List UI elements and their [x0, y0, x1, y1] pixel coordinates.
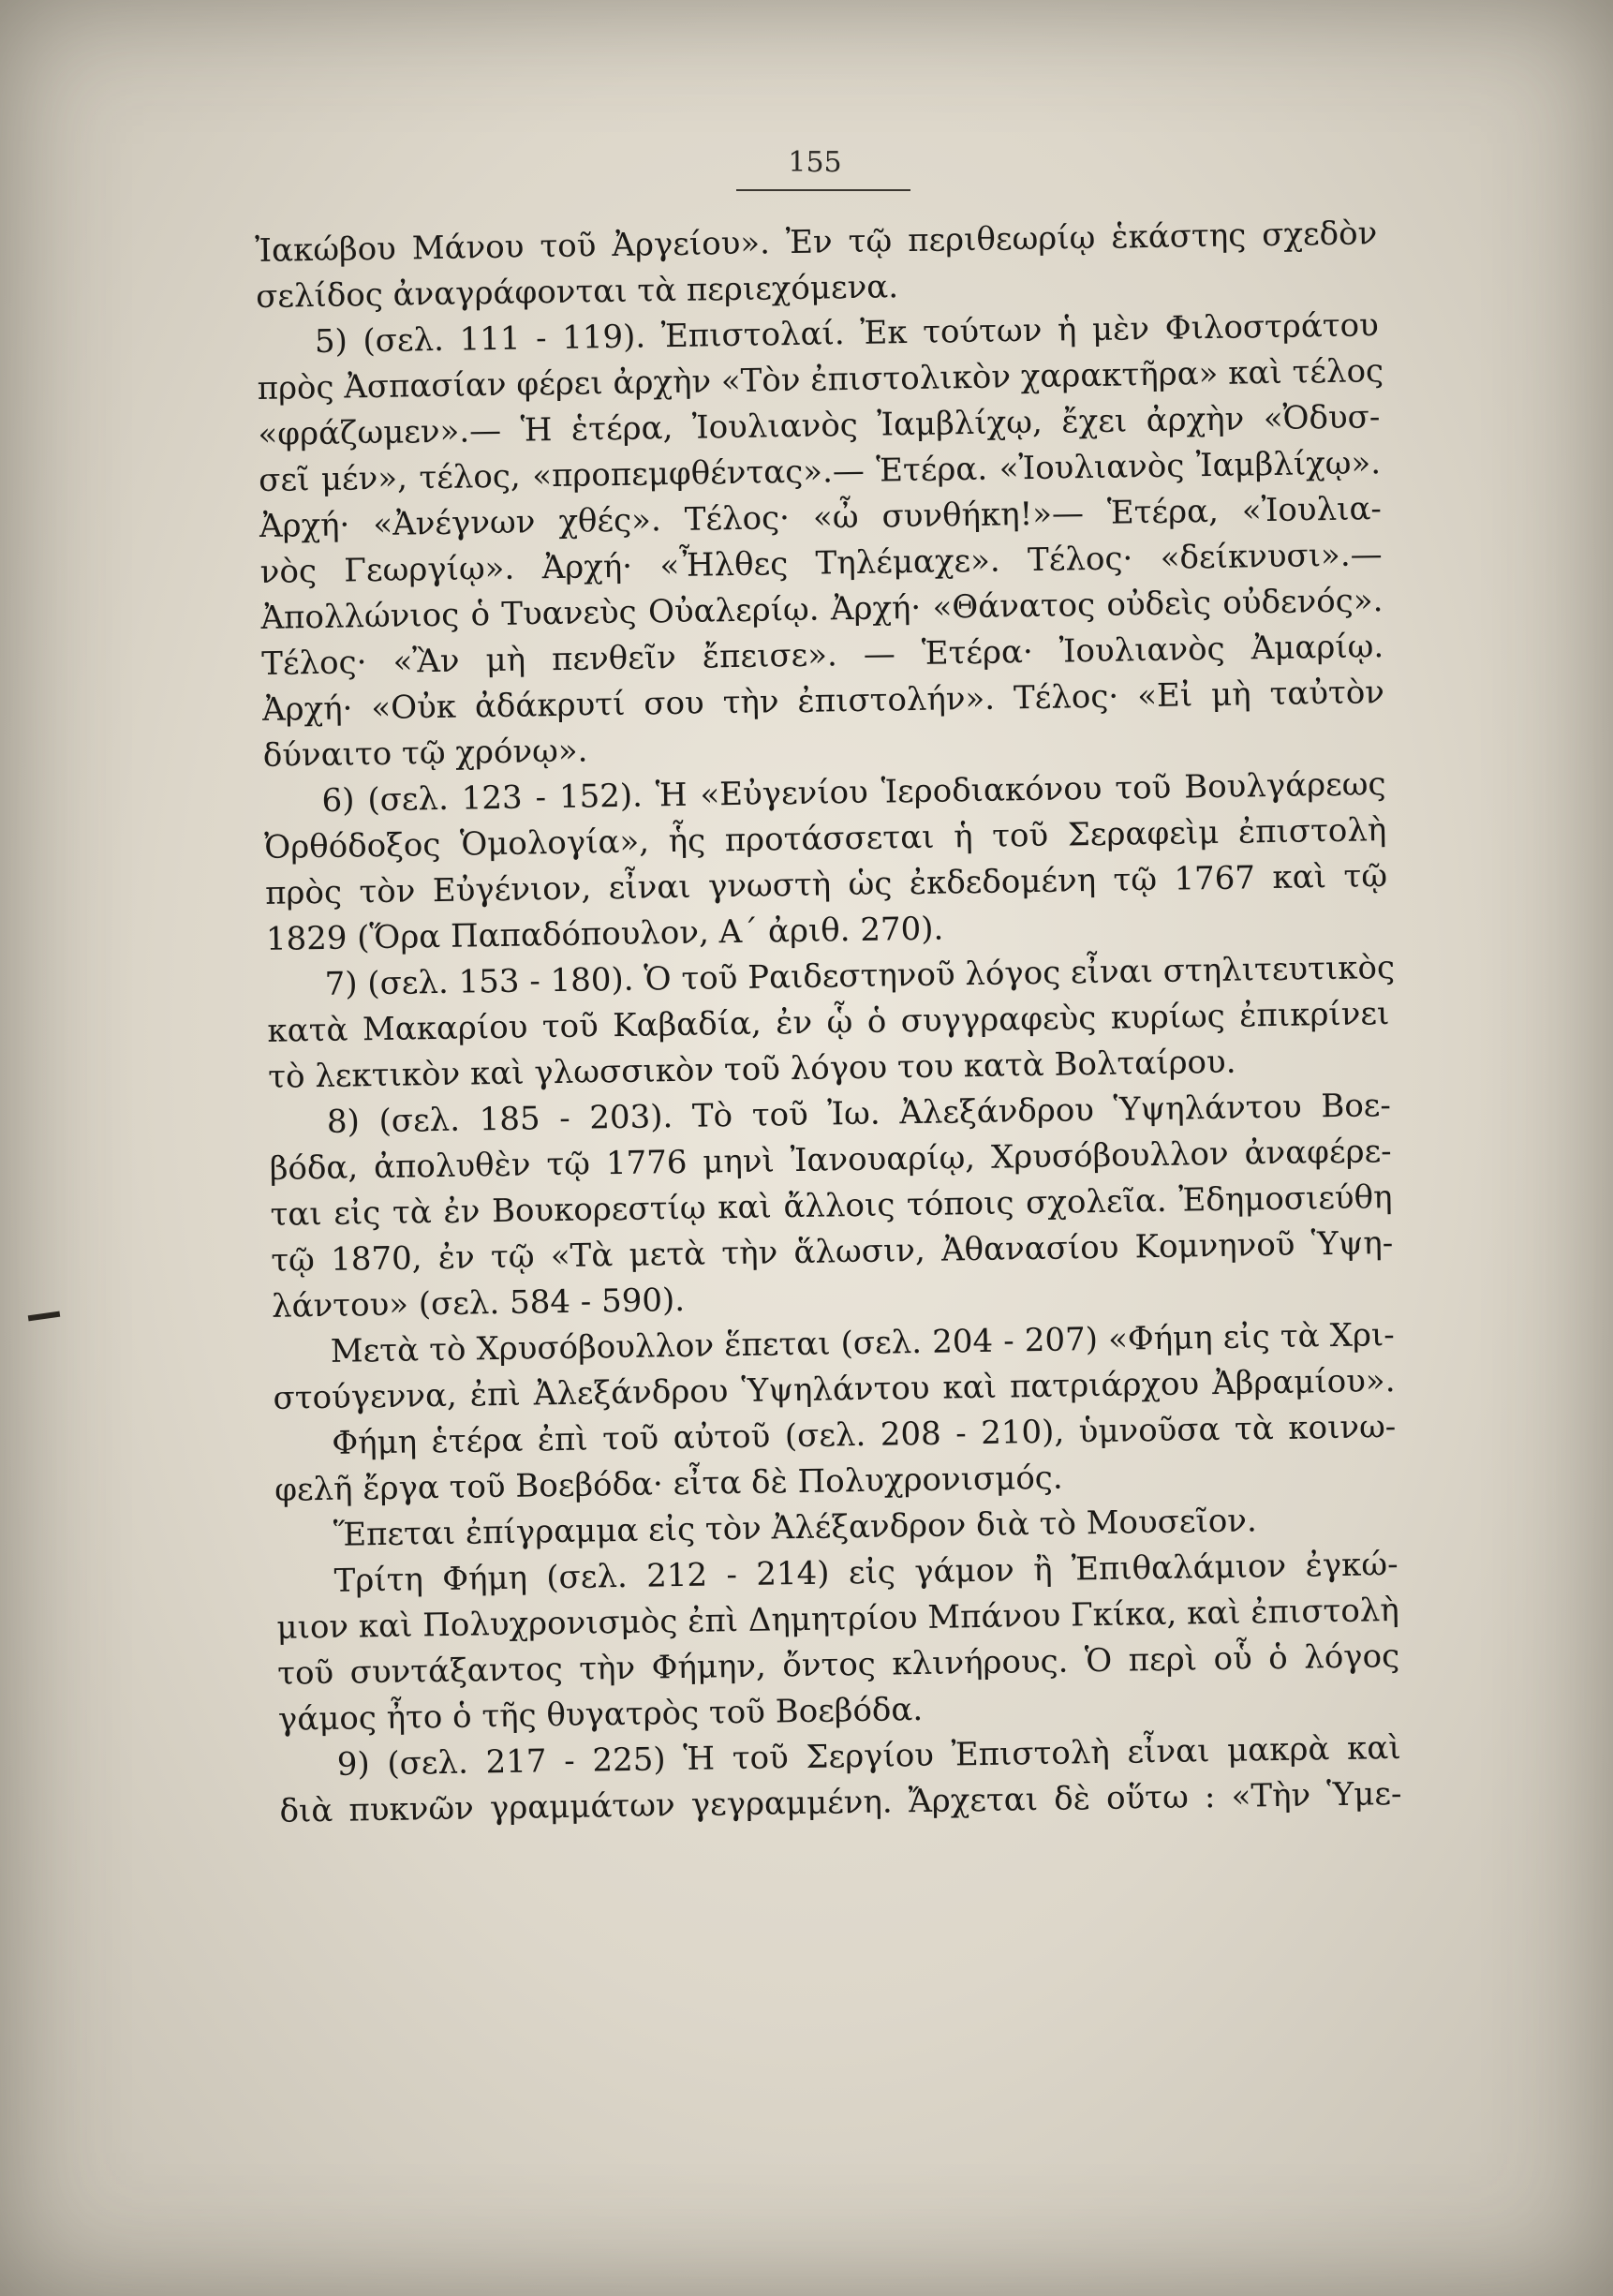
- page-number-rule: [736, 189, 910, 191]
- text-line: Μετὰ τὸ Χρυσόβουλλον ἕπεται (σελ. 204 - 207) «Φήμη εἰς τὰ Χρι-: [330, 1316, 1396, 1370]
- text-line: νὸς Γεωργίῳ». Ἀρχή· «Ἦλθες Τηλέμαχε». Τέλος· «δείκνυσι».—: [259, 536, 1383, 591]
- text-line: σελίδος ἀναγράφονται τὰ περιεχόμενα.: [255, 268, 899, 316]
- text-line: γάμος ἦτο ὁ τῆς θυγατρὸς τοῦ Βοεβόδα.: [277, 1690, 924, 1739]
- text-line: 8) (σελ. 185 - 203). Τὸ τοῦ Ἰω. Ἀλεξάνδρου Ὑψηλάντου Βοε-: [326, 1087, 1392, 1141]
- text-line: μιον καὶ Πολυχρονισμὸς ἐπὶ Δημητρίου Μπάνου Γκίκα, καὶ ἐπιστολὴ: [276, 1591, 1399, 1647]
- text-line: «φράζωμεν».— Ἡ ἑτέρα, Ἰουλιανὸς Ἰαμβλίχῳ, ἔχει ἀρχὴν «Ὀδυσ-: [258, 398, 1381, 453]
- text-line: δύναιτο τῷ χρόνῳ».: [262, 732, 588, 775]
- text-line: πρὸς τὸν Εὐγένιον, εἶναι γνωστὴ ὡς ἐκδεδομένη τῷ 1767 καὶ τῷ: [264, 857, 1388, 912]
- text-line: 9) (σελ. 217 - 225) Ἡ τοῦ Σεργίου Ἐπιστολὴ εἶναι μακρὰ καὶ: [336, 1728, 1401, 1784]
- text-line: Ἀρχή· «Οὐκ ἀδάκρυτί σου τὴν ἐπιστολήν». Τέλος· «Εἰ μὴ ταὐτὸν: [261, 674, 1385, 729]
- text-line: βόδα, ἀπολυθὲν τῷ 1776 μηνὶ Ἰανουαρίῳ, Χρυσόβουλλον ἀναφέρε-: [269, 1133, 1392, 1188]
- text-line: Ἀπολλώνιος ὁ Τυανεὺς Οὐαλερίῳ. Ἀρχή· «Θάνατος οὐδεὶς οὐδενός».: [260, 582, 1384, 637]
- text-line: φελῆ ἔργα τοῦ Βοεβόδα· εἶτα δὲ Πολυχρονισμός.: [274, 1459, 1063, 1509]
- text-line: Φήμη ἑτέρα ἐπὶ τοῦ αὐτοῦ (σελ. 208 - 210), ὑμνοῦσα τὰ κοινω-: [332, 1408, 1397, 1462]
- text-line: Τέλος· «Ἂν μὴ πενθεῖν ἔπεισε». — Ἑτέρα· Ἰουλιανὸς Ἀμαρίῳ.: [260, 628, 1384, 683]
- text-line: διὰ πυκνῶν γραμμάτων γεγραμμένη. Ἄρχεται δὲ οὕτω : «Τὴν Ὑμε-: [279, 1774, 1402, 1830]
- text-line: 7) (σελ. 153 - 180). Ὁ τοῦ Ραιδεστηνοῦ λόγος εἶναι στηλιτευτικὸς: [324, 948, 1396, 1003]
- text-line: κατὰ Μακαρίου τοῦ Καβαδία, ἐν ᾧ ὁ συγγραφεὺς κυρίως ἐπικρίνει: [267, 995, 1390, 1050]
- text-line: Τρίτη Φήμη (σελ. 212 - 214) εἰς γάμον ἢ Ἐπιθαλάμιον ἐγκώ-: [333, 1546, 1398, 1600]
- body-text: [255, 211, 1402, 1835]
- binding-mark: [28, 1311, 61, 1322]
- text-line: τῷ 1870, ἐν τῷ «Τὰ μετὰ τὴν ἅλωσιν, Ἀθανασίου Κομνηνοῦ Ὑψη-: [270, 1224, 1394, 1280]
- page-number: 155: [788, 146, 842, 179]
- text-line: τὸ λεκτικὸν καὶ γλωσσικὸν τοῦ λόγου του κατὰ Βολταίρου.: [267, 1043, 1236, 1096]
- text-line: τοῦ συντάξαντος τὴν Φήμην, ὄντος κλινήρους. Ὁ περὶ οὗ ὁ λόγος: [276, 1637, 1400, 1693]
- text-line: σεῖ μέν», τέλος, «προπεμφθέντας».— Ἑτέρα. «Ἰουλιανὸς Ἰαμβλίχῳ».: [258, 444, 1382, 499]
- text-line: Ἕπεται ἐπίγραμμα εἰς τὸν Ἀλέξανδρον διὰ τὸ Μουσεῖον.: [333, 1502, 1258, 1554]
- text-line: πρὸς Ἀσπασίαν φέρει ἀρχὴν «Τὸν ἐπιστολικὸν χαρακτῆρα» καὶ τέλος: [257, 352, 1384, 407]
- text-line: 6) (σελ. 123 - 152). Ἡ «Εὐγενίου Ἱεροδιακόνου τοῦ Βουλγάρεως: [321, 765, 1386, 820]
- text-line: ται εἰς τὰ ἐν Βουκορεστίῳ καὶ ἄλλοις τόποις σχολεῖα. Ἐδημοσιεύθη: [270, 1178, 1393, 1234]
- text-line: στούγεννα, ἐπὶ Ἀλεξάνδρου Ὑψηλάντου καὶ πατριάρχου Ἀβραμίου».: [273, 1362, 1396, 1417]
- text-line: λάντου» (σελ. 584 - 590).: [271, 1281, 686, 1326]
- text-line: Ἀρχή· «Ἀνέγνων χθές». Τέλος· «ὦ συνθήκη!»— Ἑτέρα, «Ἰουλια-: [259, 490, 1383, 545]
- text-line: Ἰακώβου Μάνου τοῦ Ἀργείου». Ἐν τῷ περιθεωρίῳ ἑκάστης σχεδὸν: [255, 215, 1378, 270]
- text-line: 5) (σελ. 111 - 119). Ἐπιστολαί. Ἐκ τούτων ἡ μὲν Φιλοστράτου: [314, 306, 1380, 362]
- text-line: 1829 (Ὅρα Παπαδόπουλον, Α´ ἀριθ. 270).: [265, 910, 944, 958]
- text-line: Ὀρθόδοξος Ὁμολογία», ἧς προτάσσεται ἡ τοῦ Σεραφεὶμ ἐπιστολὴ: [264, 811, 1387, 867]
